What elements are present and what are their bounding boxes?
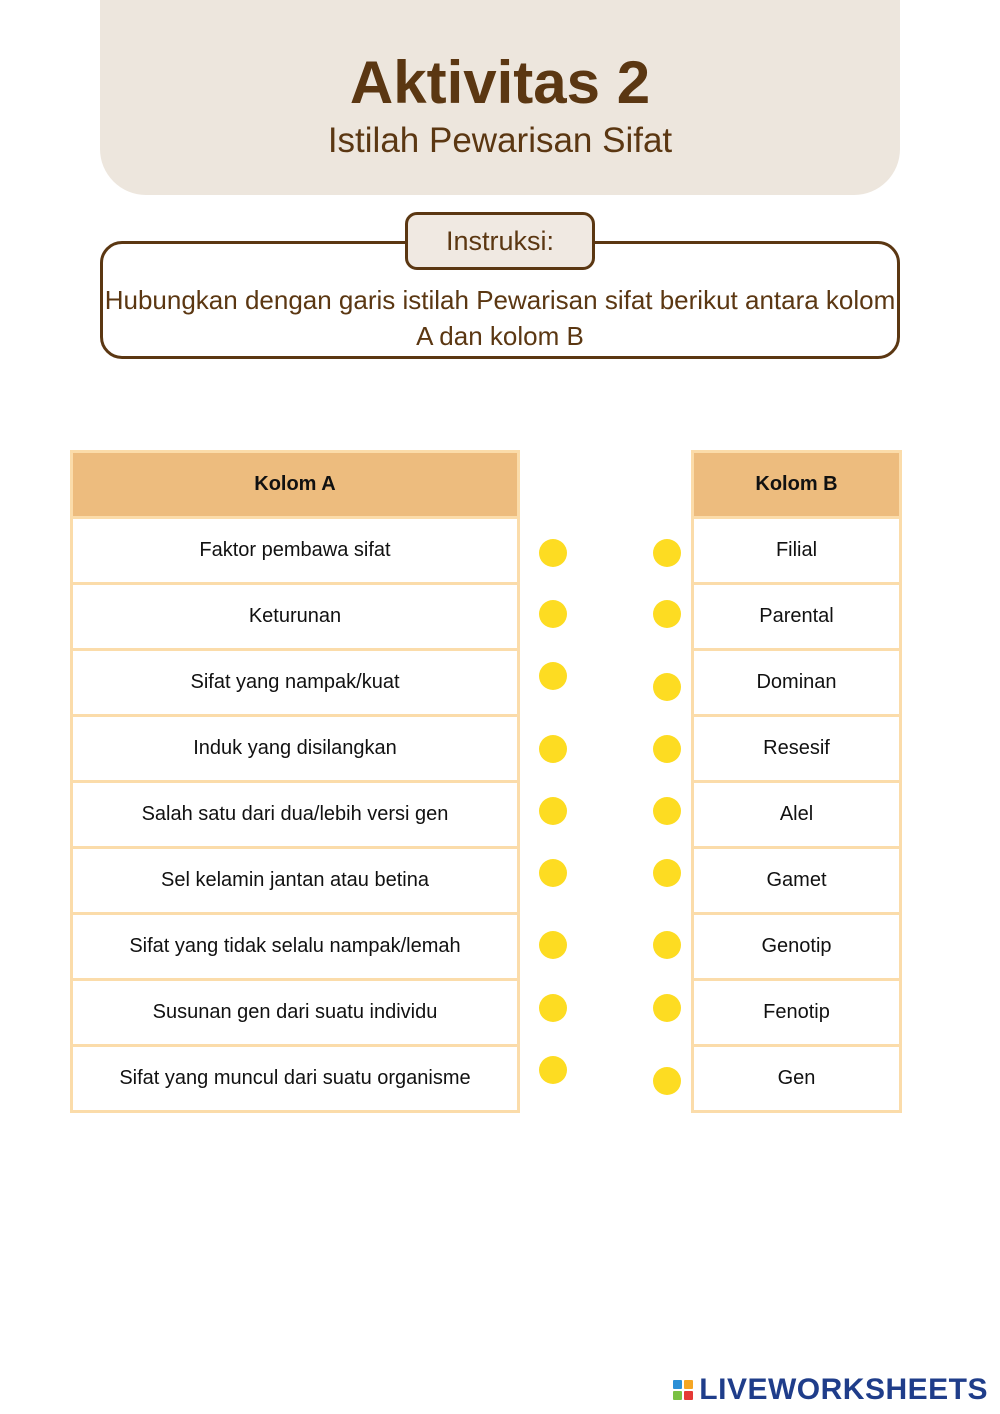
kolom-a-table xyxy=(70,450,520,1113)
page-subtitle: Istilah Pewarisan Sifat xyxy=(327,121,673,160)
kolom-b-item: Genotip xyxy=(694,915,899,981)
kolom-a-connector-dot[interactable] xyxy=(539,1056,567,1084)
kolom-b-connector-dot[interactable] xyxy=(653,797,681,825)
kolom-b-connector-dot[interactable] xyxy=(653,539,681,567)
kolom-b-item: Gamet xyxy=(694,849,899,915)
kolom-a-item: Sifat yang tidak selalu nampak/lemah xyxy=(73,915,517,981)
kolom-b-connector-dot[interactable] xyxy=(653,994,681,1022)
kolom-b-connector-dot[interactable] xyxy=(653,1067,681,1095)
instructions-text: Hubungkan dengan garis istilah Pewarisan sifat berikut antara kolom A dan kolom B xyxy=(104,285,896,351)
liveworksheets-logo-icon xyxy=(673,1380,693,1400)
kolom-a-item: Induk yang disilangkan xyxy=(73,717,517,783)
kolom-a-header: Kolom A xyxy=(73,453,517,519)
kolom-a-item: Salah satu dari dua/lebih versi gen xyxy=(73,783,517,849)
kolom-b-item: Gen xyxy=(777,1067,816,1089)
kolom-b-connector-dot[interactable] xyxy=(653,931,681,959)
kolom-b-item: Resesif xyxy=(694,717,899,783)
kolom-a-connector-dot[interactable] xyxy=(539,735,567,763)
kolom-b-item: Fenotip xyxy=(694,981,899,1047)
instructions-tag: Instruksi: xyxy=(405,212,595,270)
kolom-a-connector-dot[interactable] xyxy=(539,600,567,628)
kolom-a-item: Sel kelamin jantan atau betina xyxy=(73,849,517,915)
kolom-a-item: Sifat yang muncul dari suatu organisme xyxy=(119,1067,471,1089)
kolom-b-item: Alel xyxy=(694,783,899,849)
kolom-a-item: Sifat yang nampak/kuat xyxy=(73,651,517,717)
kolom-a-connector-dot[interactable] xyxy=(539,797,567,825)
kolom-a-connector-dot[interactable] xyxy=(539,859,567,887)
kolom-b-connector-dot[interactable] xyxy=(653,859,681,887)
kolom-b-item: Dominan xyxy=(694,651,899,717)
kolom-a-connector-dot[interactable] xyxy=(539,539,567,567)
kolom-b-item: Parental xyxy=(694,585,899,651)
kolom-a-item: Faktor pembawa sifat xyxy=(73,519,517,585)
kolom-b-connector-dot[interactable] xyxy=(653,673,681,701)
kolom-a-connector-dot[interactable] xyxy=(539,931,567,959)
kolom-a-item: Susunan gen dari suatu individu xyxy=(73,981,517,1047)
liveworksheets-logo-text: LIVEWORKSHEETS xyxy=(699,1373,988,1406)
kolom-b-header: Kolom B xyxy=(694,453,899,519)
page-title: Aktivitas 2 xyxy=(349,49,651,116)
kolom-a-connector-dot[interactable] xyxy=(539,662,567,690)
kolom-a-item: Keturunan xyxy=(73,585,517,651)
kolom-b-connector-dot[interactable] xyxy=(653,600,681,628)
kolom-b-connector-dot[interactable] xyxy=(653,735,681,763)
kolom-a-connector-dot[interactable] xyxy=(539,994,567,1022)
kolom-b-item: Filial xyxy=(694,519,899,585)
header-panel xyxy=(100,0,900,195)
liveworksheets-logo xyxy=(673,1374,988,1406)
kolom-b-table xyxy=(691,450,902,1113)
